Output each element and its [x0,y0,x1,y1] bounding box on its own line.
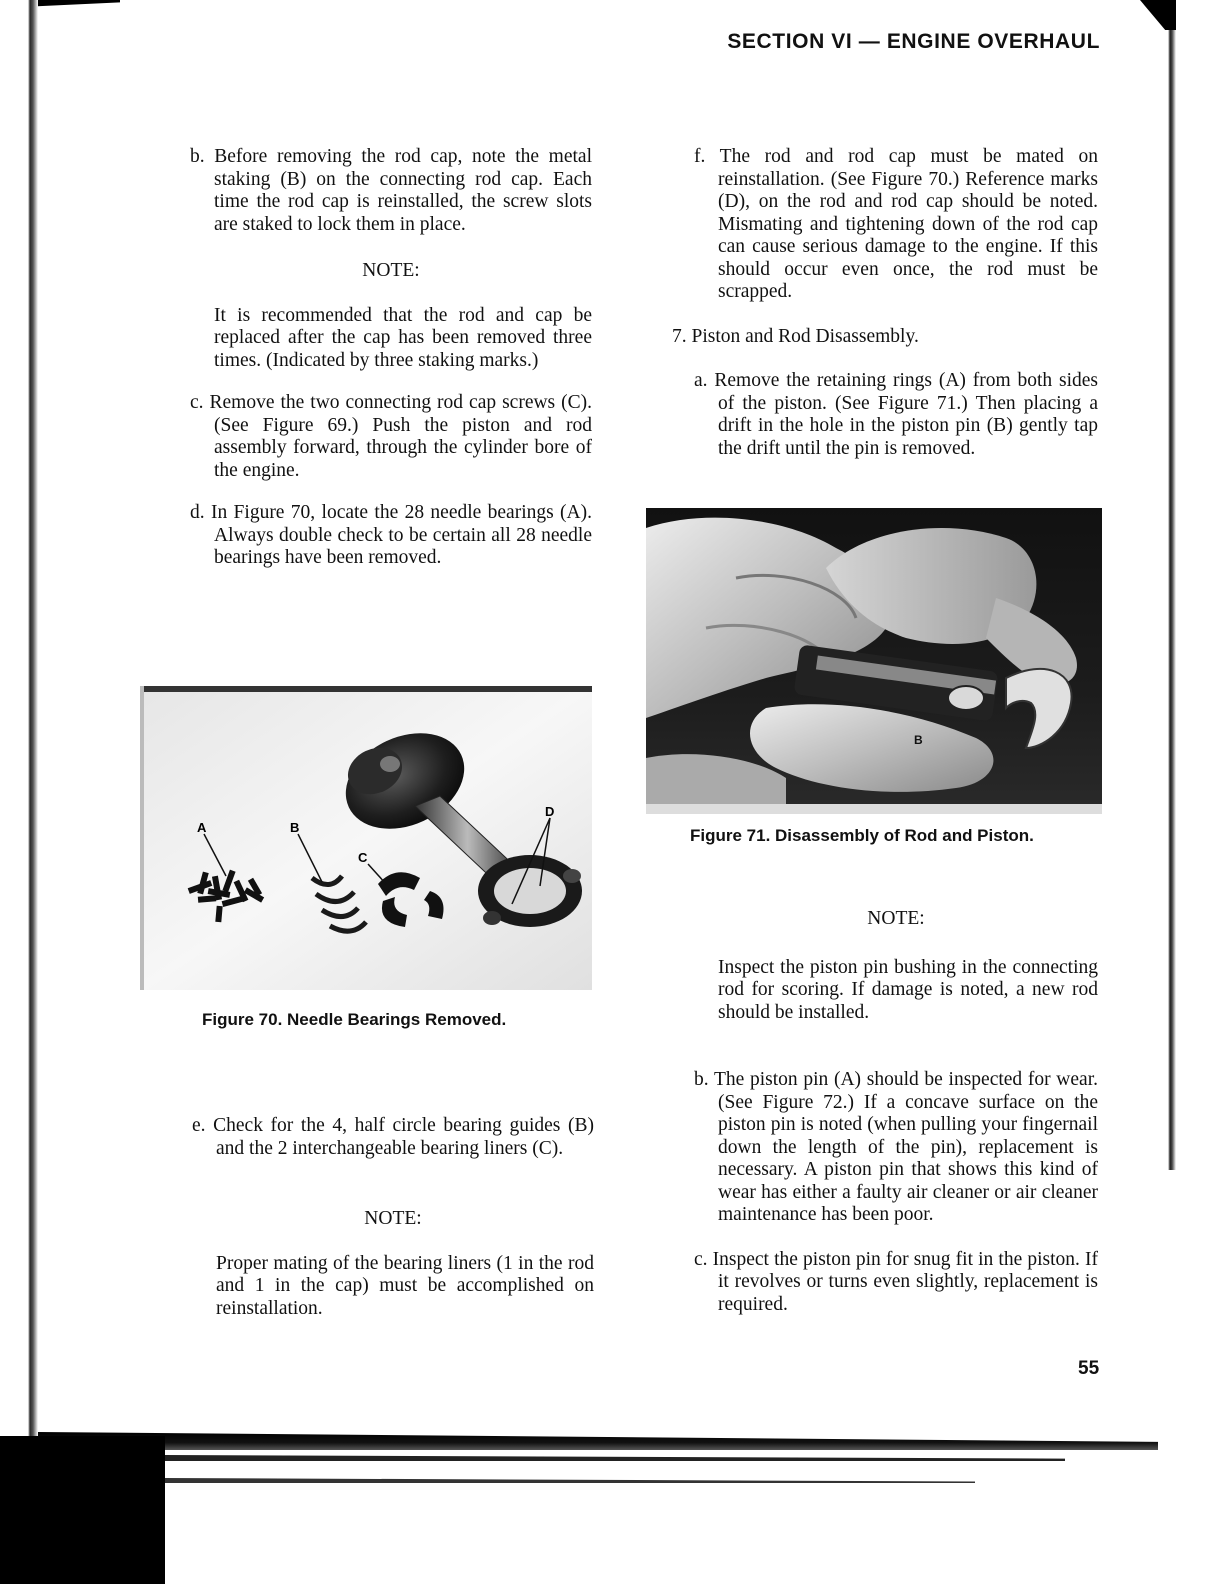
right-column-lower [694,908,1098,1316]
step-b-rod-cap-staking: b. Before removing the rod cap, note the metal staking (B) on the connecting rod cap. Each time the rod cap is reinstalled, the screw slots are staked to lock them in place. [190,146,592,235]
note-label: NOTE: [867,908,925,929]
right-column [672,146,1098,460]
note-body-rod-replacement: It is recommended that the rod and cap be replaced after the cap has been removed three times. (Indicated by three staking marks.) [214,304,592,371]
figure-71-image [646,508,1102,814]
page-number: 55 [1078,1358,1100,1379]
note-label: NOTE: [364,1208,422,1229]
scan-streak-bottom-lower [165,1478,975,1483]
step-e-bearing-guides: e. Check for the 4, half circle bearing guides (B) and the 2 interchangeable bearing liners (C). [192,1115,594,1159]
step-7-piston-rod-disassembly: 7. Piston and Rod Disassembly. [672,325,919,347]
step-c-piston-pin-fit: c. Inspect the piston pin for snug fit in the piston. If it revolves or turns even slightly, replacement is required. [694,1248,1098,1315]
left-column-lower [192,1115,594,1320]
step-b-piston-pin-wear: b. The piston pin (A) should be inspected for wear. (See Figure 72.) If a concave surface on the piston pin is noted (when pulling your fingernail down the length of the pin), replacement is necessary. A piston pin that shows this kind of wear has either a faulty air cleaner or air cleaner maintenance has been poor. [694,1069,1098,1225]
step-c-remove-cap-screws: c. Remove the two connecting rod cap screws (C). (See Figure 69.) Push the piston and rod assembly forward, through the cylinder bore of the engine. [190,392,592,481]
figure-70-image [140,686,592,990]
figure-70-caption: Figure 70. Needle Bearings Removed. [202,1010,507,1029]
figure-70-label-d: D [545,804,555,819]
scan-border-bottom [38,1432,1158,1450]
scan-shadow-bottom-left [0,1436,165,1584]
section-header: SECTION VI — ENGINE OVERHAUL [727,30,1100,53]
figure-70-label-c: C [358,850,368,865]
note-label: NOTE: [362,260,420,281]
figure-70-label-a: A [197,820,207,835]
figure-70-photo [140,686,592,990]
figure-71-caption: Figure 71. Disassembly of Rod and Piston. [690,826,1034,845]
step-f-rod-cap-mating: f. The rod and rod cap must be mated on reinstallation. (See Figure 70.) Reference marks (D), on the rod and rod cap should be noted. Mismating and tightening down of the rod cap can cause serious damage to the engine. If this should occur even once, the rod must be scrapped. [694,146,1098,302]
note-body-pin-bushing: Inspect the piston pin bushing in the connecting rod for scoring. If damage is noted, a new rod should be installed. [718,956,1098,1023]
figure-71-photo [646,508,1102,814]
left-column [190,146,592,570]
scan-border-left [0,0,38,1584]
note-body-bearing-mating: Proper mating of the bearing liners (1 in the rod and 1 in the cap) must be accomplished on reinstallation. [216,1252,594,1319]
step-d-needle-bearings: d. In Figure 70, locate the 28 needle bearings (A). Always double check to be certain all 28 needle bearings have been removed. [190,502,592,568]
figure-71-label-b: B [914,733,923,747]
scan-border-right [1156,0,1176,1170]
scan-streak-bottom [165,1455,1065,1461]
step-a-retaining-rings: a. Remove the retaining rings (A) from both sides of the piston. (See Figure 71.) Then placing a drift in the hole in the piston pin (B) gently tap the drift until the pin is removed. [694,370,1098,459]
figure-70-label-b: B [290,820,300,835]
